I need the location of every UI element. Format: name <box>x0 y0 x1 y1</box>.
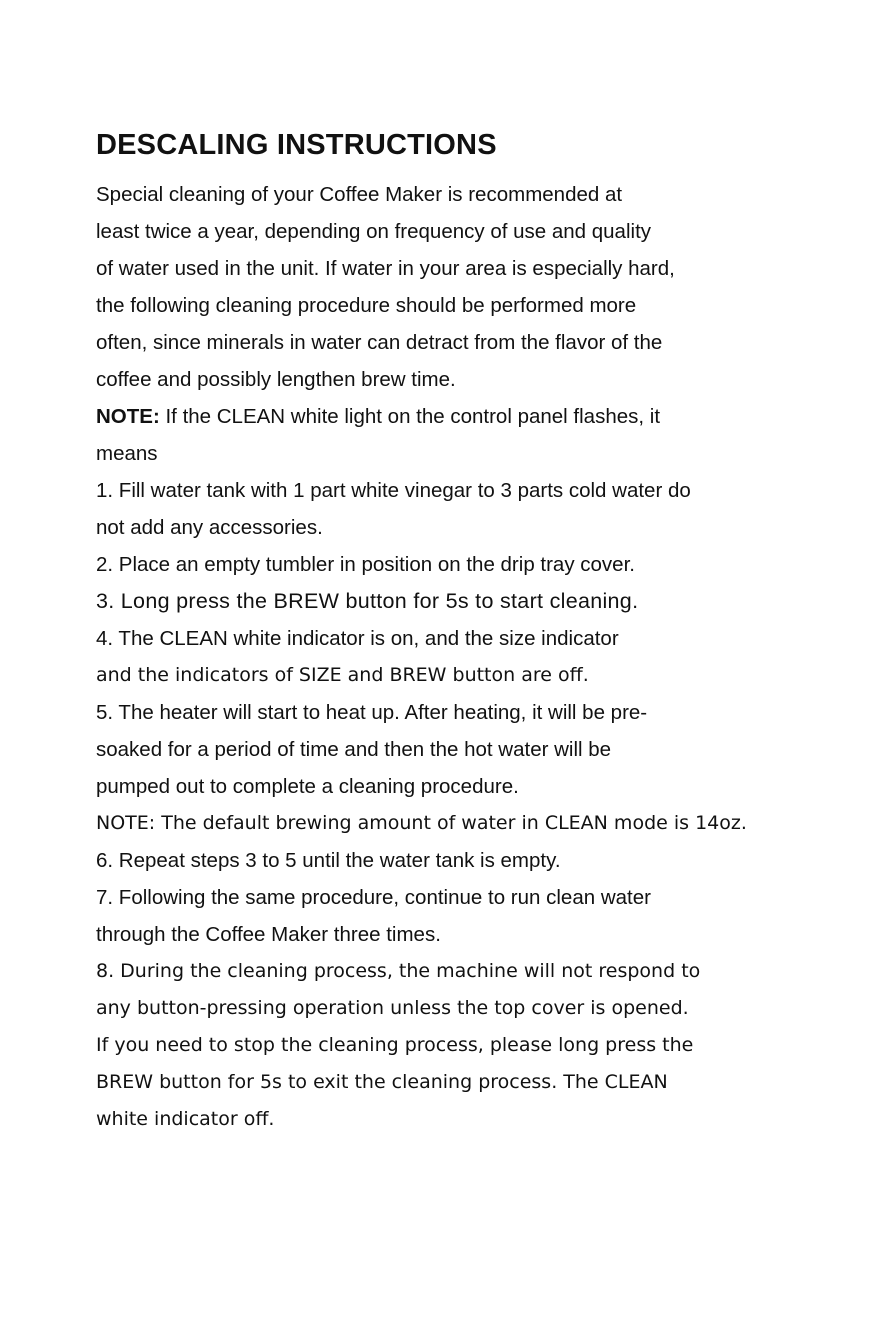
step-1-line-1: 1. Fill water tank with 1 part white vinegar to 3 parts cold water do <box>96 479 691 502</box>
step-8-line-3: If you need to stop the cleaning process, please long press the <box>96 1034 694 1056</box>
step-7-line-2: through the Coffee Maker three times. <box>96 923 441 946</box>
default-amount-note: NOTE: The default brewing amount of water in CLEAN mode is 14oz. <box>96 812 747 834</box>
intro-line-3: of water used in the unit. If water in your area is especially hard, <box>96 257 675 280</box>
step-2: 2. Place an empty tumbler in position on the drip tray cover. <box>96 553 635 576</box>
note-text: If the CLEAN white light on the control panel flashes, it <box>159 405 661 428</box>
step-8-line-1: 8. During the cleaning process, the machine will not respond to <box>96 960 701 982</box>
page-title: DESCALING INSTRUCTIONS <box>96 129 497 161</box>
step-4-line-2: and the indicators of SIZE and BREW button are off. <box>96 664 589 686</box>
intro-line-1: Special cleaning of your Coffee Maker is recommended at <box>96 183 623 206</box>
step-8-line-2: any button-pressing operation unless the top cover is opened. <box>96 997 689 1019</box>
intro-line-5: often, since minerals in water can detract from the flavor of the <box>96 331 663 354</box>
note-continuation: means <box>96 442 158 465</box>
intro-line-4: the following cleaning procedure should be performed more <box>96 294 637 317</box>
step-4-line-1: 4. The CLEAN white indicator is on, and the size indicator <box>96 627 619 650</box>
step-1-line-2: not add any accessories. <box>96 516 323 539</box>
note-label: NOTE: <box>96 405 160 428</box>
intro-line-2: least twice a year, depending on frequency of use and quality <box>96 220 652 243</box>
step-6: 6. Repeat steps 3 to 5 until the water tank is empty. <box>96 849 561 872</box>
step-3: 3. Long press the BREW button for 5s to start cleaning. <box>96 589 639 613</box>
intro-line-6: coffee and possibly lengthen brew time. <box>96 368 456 391</box>
step-5-line-2: soaked for a period of time and then the hot water will be <box>96 738 612 761</box>
note-line <box>96 398 856 435</box>
descaling-instructions-page <box>96 126 856 1138</box>
step-5-line-3: pumped out to complete a cleaning procedure. <box>96 775 519 798</box>
step-8-line-5: white indicator off. <box>96 1108 275 1130</box>
step-8-line-4: BREW button for 5s to exit the cleaning process. The CLEAN <box>96 1071 668 1093</box>
step-5-line-1: 5. The heater will start to heat up. After heating, it will be pre- <box>96 701 648 724</box>
step-7-line-1: 7. Following the same procedure, continue to run clean water <box>96 886 651 909</box>
